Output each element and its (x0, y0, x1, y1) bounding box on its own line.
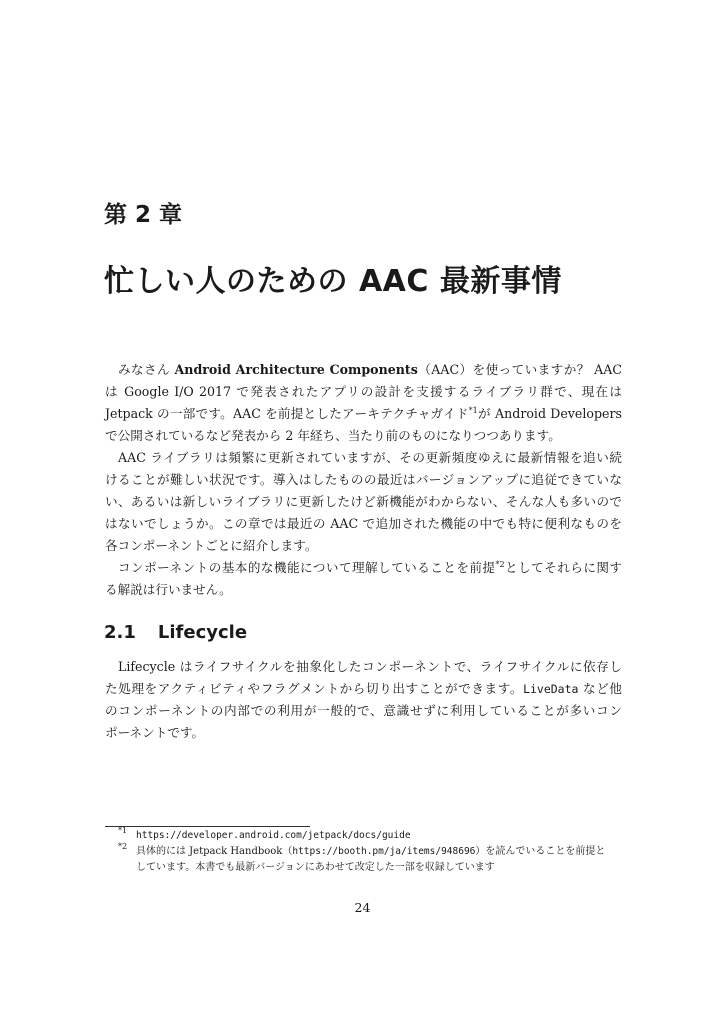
paragraph-line: はないでしょうか。この章では最近の AAC で追加された機能の中でも特に便利なものを (105, 516, 622, 531)
footnote-ref: *2 (495, 560, 505, 569)
footnote-divider (105, 826, 310, 827)
paragraph-line: コンポーネントの基本的な機能について理解していることを前提$^{*2}$としてそれらに関す (118, 560, 622, 575)
paragraph-line: ポーネントです。 (105, 725, 205, 740)
footnote-2-continued: しています。本書でも最新バージョンにあわせて改定した一部を収録しています (136, 862, 495, 873)
paragraph-line: る解説は行いません。 (105, 582, 232, 597)
paragraph-line: けることが難しい状況です。導入はしたものの最近はバージョンアップに追従できていな (105, 472, 622, 487)
section-heading: 2.1 Lifecycle (104, 622, 248, 643)
paragraph-line: い、あるいは新しいライブラリに更新したけど新機能がわからない、そんな人も多いので (105, 494, 622, 509)
paragraph-line: は Google I/O 2017 で発表されたアプリの設計を支援するライブラリ群で、現在は (105, 384, 622, 399)
paragraph-line: た処理をアクティビティやフラグメントから切り出すことができます。LiveData など他 (105, 681, 622, 696)
footnotes (118, 828, 628, 876)
chapter-label: 第 2 章 (104, 202, 183, 228)
term-aac: Android Architecture Components (174, 362, 418, 377)
code-livedata: LiveData (523, 682, 579, 696)
footnote-link[interactable]: https://booth.pm/ja/items/948696 (292, 846, 476, 857)
paragraph-line: のコンポーネントの内部での利用が一般的で、意識せずに利用していることが多いコン (105, 703, 622, 718)
footnote-2: $^{*2}$ 具体的には Jetpack Handbook（https://booth.pm/ja/items/948696）を読んでいることを前提と (118, 842, 606, 857)
chapter-title: 忙しい人のための AAC 最新事情 (104, 264, 562, 299)
footnote-1: $^{*1}$ https://developer.android.com/jetpack/docs/guide (118, 826, 411, 841)
paragraph-line: 各コンポーネントごとに紹介します。 (105, 538, 318, 553)
footnote-link[interactable]: https://developer.android.com/jetpack/docs/guide (136, 830, 411, 841)
page-number: 24 (354, 900, 371, 915)
paragraph-line: みなさん Android Architecture Components（AAC）を使っていますか？ AAC (118, 362, 622, 377)
paragraph-line: Jetpack の一部です。AAC を前提としたアーキテクチャガイド$^{*1}$が Android Developers (105, 406, 622, 421)
paragraph-line: で公開されているなど発表から 2 年経ち、当たり前のものになりつつあります。 (105, 428, 561, 443)
section-text (105, 656, 622, 744)
footnote-ref: *1 (468, 406, 478, 415)
paragraph-line: Lifecycle はライフサイクルを抽象化したコンポーネントで、ライフサイクルに依存し (118, 659, 622, 674)
paragraph-line: AAC ライブラリは頻繁に更新されていますが、その更新頻度ゆえに最新情報を追い続 (118, 450, 622, 465)
intro-text (105, 359, 622, 601)
